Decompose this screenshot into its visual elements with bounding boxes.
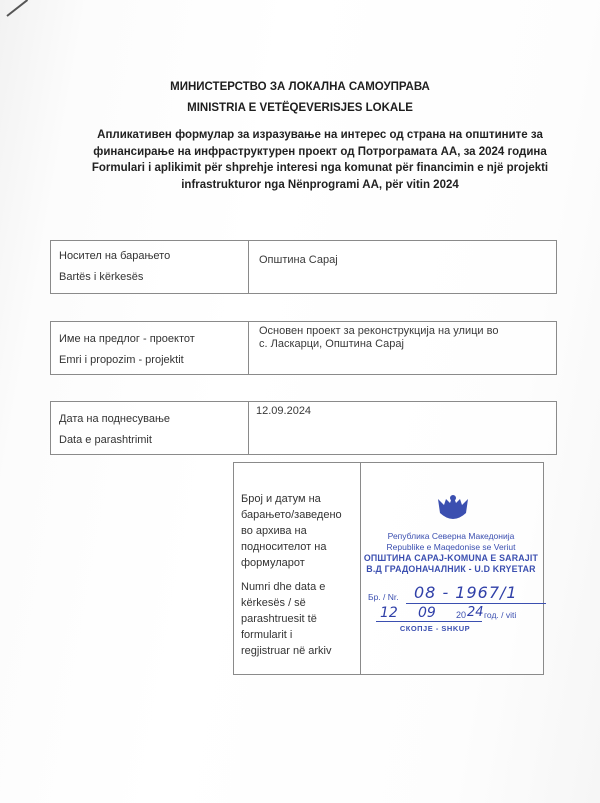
stamp-number-prefix: Бр. / Nr. [368, 592, 399, 602]
ministry-title-sq: MINISTRIA E VETËQEVERISJES LOKALE [187, 102, 413, 114]
label-line: формуларот [241, 557, 305, 569]
stamp-line-country-mk: Република Северна Македонија [387, 531, 515, 541]
label-line: Број и датум на [241, 493, 321, 505]
applicant-value: Општина Сарај [259, 254, 338, 266]
label-line: подносителот на [241, 541, 327, 553]
stamp-year-label: год. / viti [484, 610, 517, 620]
number-underline [406, 603, 546, 604]
submission-date-label-mk: Дата на поднесување [59, 413, 170, 425]
handwritten-day: 12 [380, 605, 398, 621]
label-line: regjistruar në arkiv [241, 645, 332, 657]
label-line: parashtruesit të [241, 613, 317, 625]
form-title-line: infrastrukturor nga Nënprogrami AA, për vitin 2024 [181, 178, 459, 191]
project-name-label-sq: Emri i propozim - projektit [59, 354, 184, 366]
submission-date-label-sq: Data e parashtrimit [59, 434, 152, 446]
label-line: Numri dhe data e [241, 581, 326, 593]
project-name-label-mk: Име на предлог - проектот [59, 333, 195, 345]
form-title-line: финансирање на инфраструктурен проект од Потрограмата АА, за 2024 година [93, 145, 547, 158]
municipal-stamp [356, 493, 546, 643]
applicant-label-mk: Носител на барањето [59, 250, 171, 262]
submission-date-field-box [50, 401, 557, 455]
ministry-title-mk: МИНИСТЕРСТВО ЗА ЛОКАЛНА САМОУПРАВА [170, 81, 430, 93]
submission-date-value: 12.09.2024 [256, 405, 312, 417]
applicant-label-sq: Bartës i kërkesës [59, 271, 144, 283]
handwritten-year-suffix: 24 [467, 605, 484, 620]
stamp-year-prefix: 20 [456, 610, 467, 620]
form-title [60, 127, 580, 193]
stamp-line-mayor: В.Д ГРАДОНАЧАЛНИК - U.D KRYETAR [366, 564, 536, 574]
registration-field-box [233, 462, 544, 675]
handwritten-registration-number: 08 - 1967/1 [414, 583, 518, 602]
label-line: formularit i [241, 629, 293, 641]
registration-label-mk [241, 491, 359, 571]
stamp-city: СКОПЈЕ - SHKUP [399, 624, 471, 633]
date-underline [376, 621, 482, 622]
stamp-line-country-sq: Republike e Maqedonise se Veriut [386, 542, 516, 552]
project-name-value-line: Основен проект за реконструкција на улици во [259, 325, 499, 337]
applicant-field-box [50, 240, 557, 294]
label-line: во архива на [241, 525, 307, 537]
coat-of-arms-icon [436, 493, 470, 523]
form-title-line: Formulari i aplikimit për shprehje interesi nga komunat për financimin e një projekti [91, 162, 549, 174]
project-name-value-line: с. Ласкарци, Општина Сарај [259, 338, 404, 350]
project-name-field-box [50, 321, 557, 375]
label-line: kërkesës / së [241, 597, 306, 609]
form-title-line: Апликативен формулар за изразување на интерес од страна на општините за [97, 129, 543, 141]
column-divider [248, 322, 249, 374]
label-line: барањето/заведено [241, 509, 342, 521]
stamp-line-municipality: ОПШТИНА САРАЈ-KOMUNA E SARAJIT [363, 553, 539, 563]
column-divider [248, 402, 249, 454]
handwritten-month: 09 [418, 605, 436, 621]
column-divider [248, 241, 249, 293]
registration-label-sq [241, 579, 359, 659]
